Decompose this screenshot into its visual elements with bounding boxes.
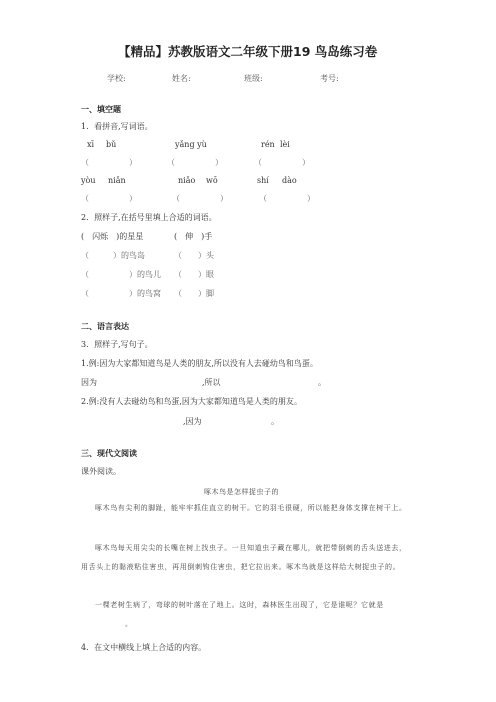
pinyin: yǎng yù [175,140,207,149]
pinyin: bǔ [106,140,117,149]
name-label: 姓名: [172,74,191,83]
example-sentence-2: 2.例:没有人去碰幼鸟和鸟蛋,因为大家都知道鸟是人类的朋友。 [81,397,302,406]
sentence-end-2: 。 [271,417,279,426]
answer-blank: （ ） [254,158,310,167]
class-label: 班级: [244,74,263,83]
pinyin: rén [261,140,275,149]
question-2: 2．照样子,在括号里填上合适的词语。 [81,213,217,222]
pinyin: xī [87,140,95,149]
article-title: 啄木鸟是怎样捉虫子的 [204,488,279,496]
fill-row-right: （ ）眼 [174,270,214,279]
answer-blank: （ ） [172,194,228,203]
section-heading-reading: 三、现代文阅读 [81,449,137,458]
example-right: ( 伸 )手 [174,232,213,241]
question-1: 1．看拼音,写词语。 [81,122,153,131]
reading-intro: 课外阅读。 [81,467,121,476]
pinyin: shí [257,176,269,185]
article-paragraph-2: 啄木鸟每天用尖尖的长嘴在树上找虫子。一旦知道虫子藏在哪儿，就把带倒刺的舌头送进去，用舌头上的黏液粘住害虫，再用倒刺钩住害虫，把它拉出来。啄木鸟就是这样给大树捉虫子的。 [81,544,407,571]
example-left: ( 闪烁 )的星星 [81,232,144,241]
pinyin: dào [282,176,297,185]
fill-row-right: （ ）头 [174,251,214,260]
example-sentence-1: 1.例:因为大家都知道鸟是人类的朋友,所以没有人去碰幼鸟和鸟蛋。 [81,359,318,368]
answer-blank: （ ） [81,194,137,203]
paragraph-3-text: 一棵老树生病了，弯球的树叶落在了地上。这时，森林医生出现了，它是谁呢？它就是 [95,601,384,609]
answer-blank: （ ） [167,158,223,167]
because-label: 因为 [81,378,97,387]
question-4: 4．在文中横线上填上合适的内容。 [81,643,207,652]
fill-row-left: （ ）的鸟儿 [81,270,161,279]
question-3: 3．照样子,写句子。 [81,340,153,349]
page-title: 【精品】苏教版语文二年级下册19 鸟岛练习卷 [118,44,378,59]
fill-row-left: （ ）的鸟岛 [81,251,145,260]
answer-blank: （ ） [259,194,315,203]
section-heading-fill: 一、填空题 [81,105,121,114]
paragraph-3-end: 。 [125,620,133,628]
pinyin: niǎo [178,176,196,185]
answer-blank: （ ） [81,158,137,167]
fill-row-left: （ ）的鸟窝 [81,289,161,298]
because-label-2: ,因为 [183,417,202,426]
sentence-end: 。 [318,378,326,387]
so-label: ,所以 [202,378,221,387]
fill-row-right: （ ）脚 [174,289,214,298]
pinyin: wō [206,176,218,185]
article-paragraph-1: 啄木鸟有尖利的脚趾，能牢牢抓住直立的树干。它的羽毛很硬，所以能把身体支撑在树干上。 [95,504,407,512]
article-paragraph-3 [81,596,411,634]
number-label: 考号: [320,74,339,83]
school-label: 学校: [107,74,126,83]
pinyin: niǎn [108,176,126,185]
pinyin: yòu [81,176,96,185]
pinyin: lèi [280,140,290,149]
section-heading-language: 二、语言表达 [81,322,129,331]
